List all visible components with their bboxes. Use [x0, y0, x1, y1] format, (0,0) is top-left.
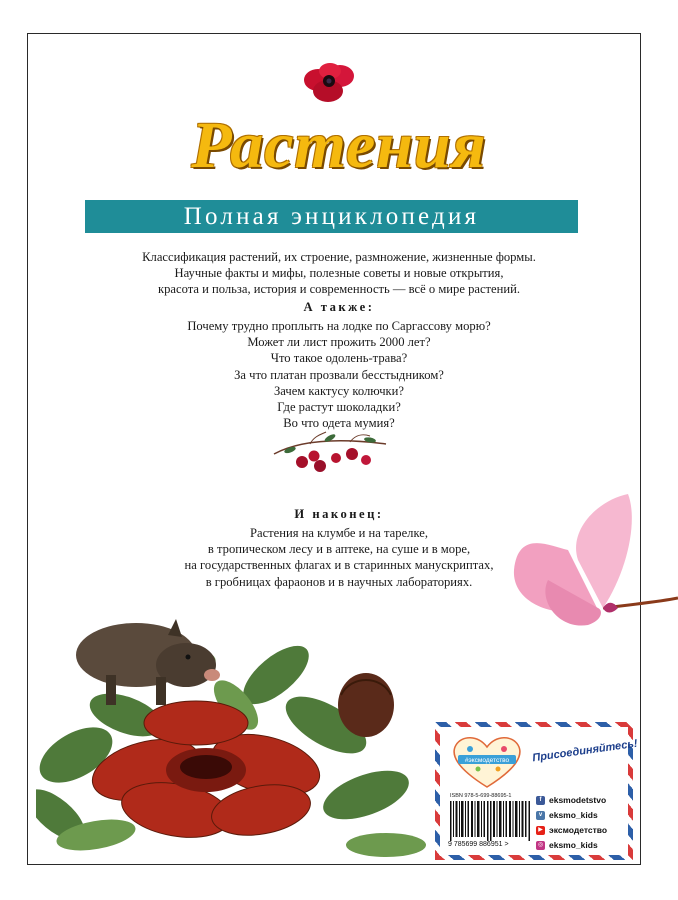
boar-and-rafflesia-illustration [36, 605, 436, 863]
subtitle-band: Полная энциклопедия [85, 200, 578, 233]
social-label: eksmodetstvo [549, 795, 607, 805]
social-vk[interactable] [536, 808, 632, 822]
social-label: eksmo_kids [549, 840, 598, 850]
finally-line: Растения на клумбе и на тарелке, [250, 526, 428, 540]
barcode [450, 801, 532, 841]
intro-line: Классификация растений, их строение, размножение, жизненные формы. [142, 250, 536, 264]
intro-text [0, 249, 678, 298]
isbn-label: ISBN 978-5-699-88695-1 [450, 793, 512, 799]
facebook-icon: f [536, 796, 545, 805]
vk-icon: v [536, 811, 545, 820]
social-youtube[interactable] [536, 823, 632, 837]
intro-line: Научные факты и мифы, полезные советы и новые открытия, [174, 266, 504, 281]
social-facebook[interactable] [536, 793, 632, 807]
question-line: Зачем кактусу колючки? [273, 383, 404, 398]
also-heading: А также: [303, 300, 375, 314]
question-line: Почему трудно проплыть на лодке по Саргассову морю? [187, 319, 491, 333]
intro-line: красота и польза, история и современность — всё о мире растений. [157, 282, 521, 297]
question-line: Может ли лист прожить 2000 лет? [247, 335, 431, 350]
question-line: Где растут шоколадки? [277, 400, 401, 415]
poppy-flower-illustration [300, 58, 360, 108]
youtube-icon: ▶ [536, 826, 545, 835]
social-instagram[interactable] [536, 838, 632, 852]
questions-list [0, 318, 678, 431]
finally-heading: И наконец: [294, 507, 384, 521]
cyclamen-flower-illustration [508, 490, 678, 640]
social-label: эксмодетство [549, 825, 608, 835]
social-links [536, 793, 632, 853]
hashtag-label: #эксмодетство [464, 757, 510, 764]
heart-logo-icon [448, 733, 526, 789]
instagram-icon: ◎ [537, 841, 544, 848]
question-line: Во что одета мумия? [283, 416, 395, 431]
join-us-label: Присоединяйтесь! [531, 737, 639, 765]
publisher-badge [435, 722, 639, 860]
finally-line: в тропическом лесу и в аптеке, на суше и в море, [207, 542, 471, 557]
social-label: eksmo_kids [549, 810, 598, 820]
barcode-number: 9 785699 886951 > [448, 841, 509, 848]
cranberry-sprig-illustration [270, 430, 390, 475]
finally-line: на государственных флагах и в старинных манускриптах, [184, 558, 494, 573]
book-title: Растения [191, 109, 487, 182]
question-line: За что платан прозвали бесстыдником? [234, 367, 444, 382]
question-line: Что такое одолень-трава? [270, 351, 408, 366]
finally-line: в гробницах фараонов и в научных лабораториях. [205, 574, 473, 589]
